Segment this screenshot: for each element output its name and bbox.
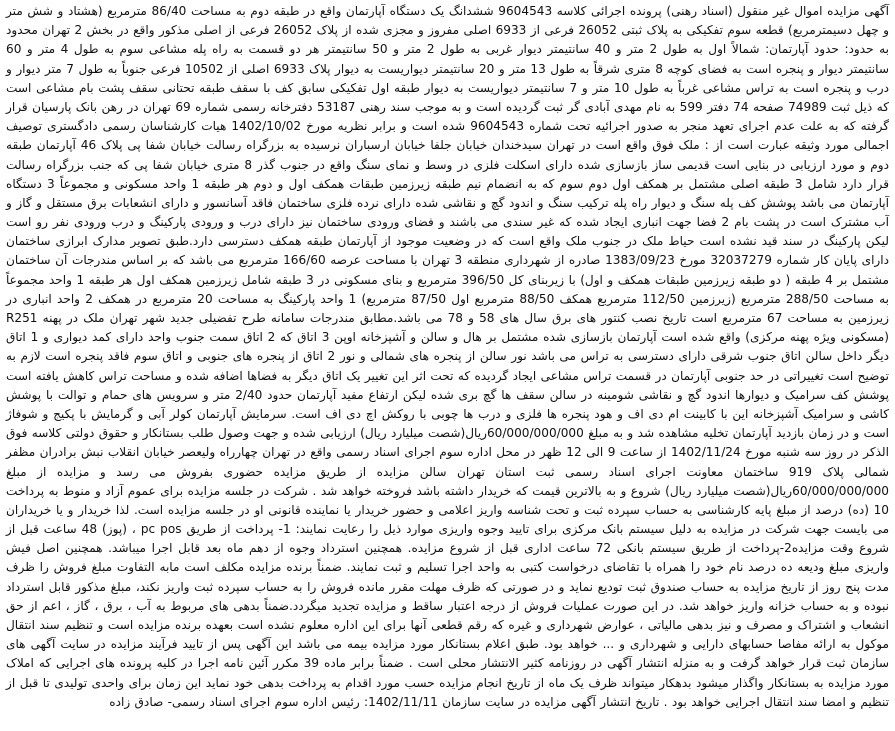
- auction-notice-text: آگهی مزایده اموال غیر منقول (اسناد رهنی) پرونده اجرائی کلاسه 9604543 ششدانگ یک دستگاه آپارتمان واقع در طبقه دوم به مساحت 86/40 مترمربع (هشتاد و شش متر و چهل دسیمترمربع) قطعه سوم تفکیکی به پلاک ثبتی 26052 فرعی از 6933 اصلی مفروز و مجزی شده از پلاک 26052 فرعی از اصلی مذکور واقع در بخش 2 تهران محدود به حدود: حدود آپارتمان: شمالاً اول به طول 2 متر و 40 سانتیمتر دیوار غربی به طول 2 متر و 50 سانتیمتر هر دو قسمت به راه پله مشاعی سوم به طول 4 متر و 60 سانتیمتر دیوار و پنجره است به فضای کوچه 8 متری شرقاً به طول 13 متر و 20 سانتیمتر دیواریست به دیوار پلاک 6933 اصلی از 10502 فرعی جنوباً به طول 7 متر دیوار و درب و پنجره است به تراس مشاعی غرباً به طول 10 متر و 7 سانتیمتر دیواریست به دیوار طبقه اول تفکیکی سابق کف با سقف طبقه تحتانی سقف پشت بام مشاعی است که ذیل ثبت 74989 صفحه 74 دفتر 599 به نام مهدی آبادی گر ثبت گردیده است و به موجب سند رهنی 53187 دفترخانه رسمی شماره 69 تهران در رهن بانک پارسیان قرار گرفته که به علت عدم اجرای تعهد منجر به صدور اجرائیه تحت شماره 9604543 شده است و برابر نظریه مورخ 1402/10/02 هیات کارشناسان رسمی دادگستری توصیف اجمالی مورد وثیقه عبارت است از : ملک فوق واقع است در تهران سیدخندان خیابان جلفا خیابان ارسباران نرسیده به بزرگراه رسالت خیابان شفا پی پلاک 46 آپارتمان طبقه دوم و مورد ارزیابی در بنایی است قدیمی ساز بازسازی شده دارای اسکلت فلزی در وسط و نمای سنگ واقع در جنوب گذر 8 متری خیابان شفا پی که جنب بزرگراه رسالت قرار دارد شامل 3 طبقه اصلی مشتمل بر همکف اول دوم سوم که به انضمام نیم طبقه زیرزمین طبقات همکف اول و دوم هر طبقه 1 واحد مسکونی و مجموعاً 3 دستگاه آپارتمان می باشد پوشش کف پله سنگ و دیوار راه پله ترکیب سنگ و اندود گچ و نقاشی شده دارای نرده فلزی ساختمان فاقد آسانسور و دارای انشعابات برق مستقل و گاز و آب مشترک است در پشت بام 2 فضا جهت انباری ایجاد شده که غیر سندی می باشند و فضای ورودی ساختمان نیز دارای درب و ورودی پارکینگ و درب ورودی نفر رو است لیکن پارکینگ در سند قید نشده است حیاط ملک در جنوب ملک واقع است که در وضعیت موجود از آپارتمان طبقه همکف دسترسی دارد.طبق تصویر مدارک ابرازی ساختمان دارای پایان کار شماره 32037279 مورخ 1383/09/23 صادره از شهرداری منطقه 3 تهران با مساحت عرصه 166/60 مترمربع می باشد که بر اساس مندرجات آن ساختمان مشتمل بر 4 طبقه ( دو طبقه زیرزمین طبقات همکف و اول) با زیربنای کل 396/50 مترمربع و بنای مسکونی در 3 طبقه شامل زیرزمین همکف اول هر طبقه 1 واحد مجموعاً به مساحت 288/50 مترمربع (زیرزمین 112/50 مترمربع همکف 88/50 مترمربع اول 87/50 مترمربع) 1 واحد پارکینگ به مساحت 20 مترمربع در همکف 2 واحد انباری در زیرزمین به مساحت 67 مترمربع است تاریخ نصب کنتور های برق سال های 58 و 78 می باشد.مطابق مندرجات سامانه طرح تفضیلی جدید شهر تهران ملک در پهنه R251 (مسکونی ویژه پهنه مرکزی) واقع شده است آپارتمان بازسازی شده مشتمل بر هال و سالن و آشپزخانه اوپن 3 اتاق که 2 اتاق سمت جنوب واحد دارای کمد دیواری و 1 اتاق دیگر داخل سالن اتاق جنوب شرقی دارای دسترسی به تراس می باشد نور سالن از پنجره های شمالی و نور 2 اتاق از پنجره های جنوبی و اتاق سوم فاقد پنجره است لازم به توضیح است تغییراتی در حد جنوبی آپارتمان در قسمت تراس مشاعی ایجاد گردیده که تحت اثر این تغییر یک اتاق دیگر به فضاها اضافه شده و مساحت تراس کاهش یافته است پوشش کف سرامیک و دیوارها اندود گچ و نقاشی شومینه در سالن سقف ها گچ بری شده لیکن ارتفاع مفید آپارتمان حدود 2/40 متر و سرویس های حمام و توالت با پوشش کاشی و سرامیک آشپزخانه این با کابینت ام دی اف و هود پنجره ها فلزی و درب ها چوبی با روکش اچ دی اف است. سرمایش آپارتمان کولر آبی و گرمایش با پکیج و شوفاژ است و در زمان بازدید آپارتمان تخلیه مشاهده شد و به مبلغ 60/000/000/000ریال(شصت میلیارد ریال) ارزیابی شده و جهت وصول طلب بستانکار و حقوق دولتی کلاسه فوق الذکر در روز سه شنبه مورخ 1402/11/24 از ساعت 9 الی 12 ظهر در محل اداره سوم اجرای اسناد رسمی واقع در تهران چهارراه ولیعصر خیابان انقلاب نبش برادران مظفر شمالی پلاک 919 ساختمان معاونت اجرای اسناد رسمی ثبت استان تهران سالن مزایده از طریق مزایده حضوری بفروش می رسد و مزایده از مبلغ 60/000/000/000ریال(شصت میلیارد ریال) شروع و به بالاترین قیمت که خریدار داشته باشد فروخته خواهد شد . شرکت در جلسه مزایده برای عموم آزاد و منوط به پرداخت 10 (ده) درصد از مبلغ پایه کارشناسی به حساب سپرده ثبت و تحت شناسه واریز اعلامی و حضور خریدار یا نماینده قانونی او در جلسه مزایده است. لذا خریدار و یا خریداران می بایست جهت شرکت در مزایده به دلیل سیستم بانک مرکزی برای تایید وجوه واریزی موارد ذیل را رعایت نمایند: 1- پرداخت از طریق pc pos ، (پوز) 48 ساعت قبل از شروع وقت مزایده2-پرداخت از طریق سیستم بانکی 72 ساعت اداری قبل از شروع مزایده. همچنین استرداد وجوه از دهم ماه بعد قابل اجرا میباشد. همچنین اصل فیش واریزی مبلغ ودیعه ده درصد نام خود را همراه با تقاضای درخواست کتبی به واحد اجرا تسلیم و ثبت نمایند. ضمناً برنده مزایده مکلف است مابه التفاوت مبلغ فروش را ظرف مدت پنج روز از تاریخ مزایده به حساب صندوق ثبت تودیع نماید و در صورتی که ظرف مهلت مقرر مانده فروش را به حساب سپرده ثبت واریز نکند، مبلغ مذکور قابل استرداد نبوده و به حساب خزانه واریز خواهد شد. در این صورت عملیات فروش از درجه اعتبار ساقط و مزایده تجدید میگردد.ضمناً بدهی های مربوط به آب ، برق ، گاز ، اعم از حق انشعاب و اشتراک و مصرف و نیز بدهی مالیاتی ، عوارض شهرداری و غیره که رقم قطعی آنها برای این اداره معلوم نشده است بعهده برنده مزایده است و تنظیم سند انتقال موکول به ارائه مفاصا حسابهای دارایی و شهرداری و ... خواهد بود. طبق اعلام بستانکار مورد مزایده بیمه می باشد این آگهی پس از تایید فرآیند مزایده در سایت آگهی های سازمان ثبت قرار خواهد گرفت و به منزله انتشار آگهی در روزنامه کثیر الانتشار محلی است . ضمناً برابر ماده 39 مکرر آئین نامه اجرا در کلیه پرونده های اجرایی که املاک مورد مزایده به بستانکار واگذار میشود بدهکار میتواند ظرف یک ماه از تاریخ انجام مزایده حسب مورد اقدام به پرداخت بدهی خود نماید این زمان برای واحدی تولیدی تا قبل از تنظیم و امضا سند انتقال اجرایی خواهد بود . تاریخ انتشار آگهی مزایده در سایت سازمان 1402/11/11: رئیس اداره سوم اجرای اسناد رسمی- صادق زاده: [6, 4, 890, 709]
